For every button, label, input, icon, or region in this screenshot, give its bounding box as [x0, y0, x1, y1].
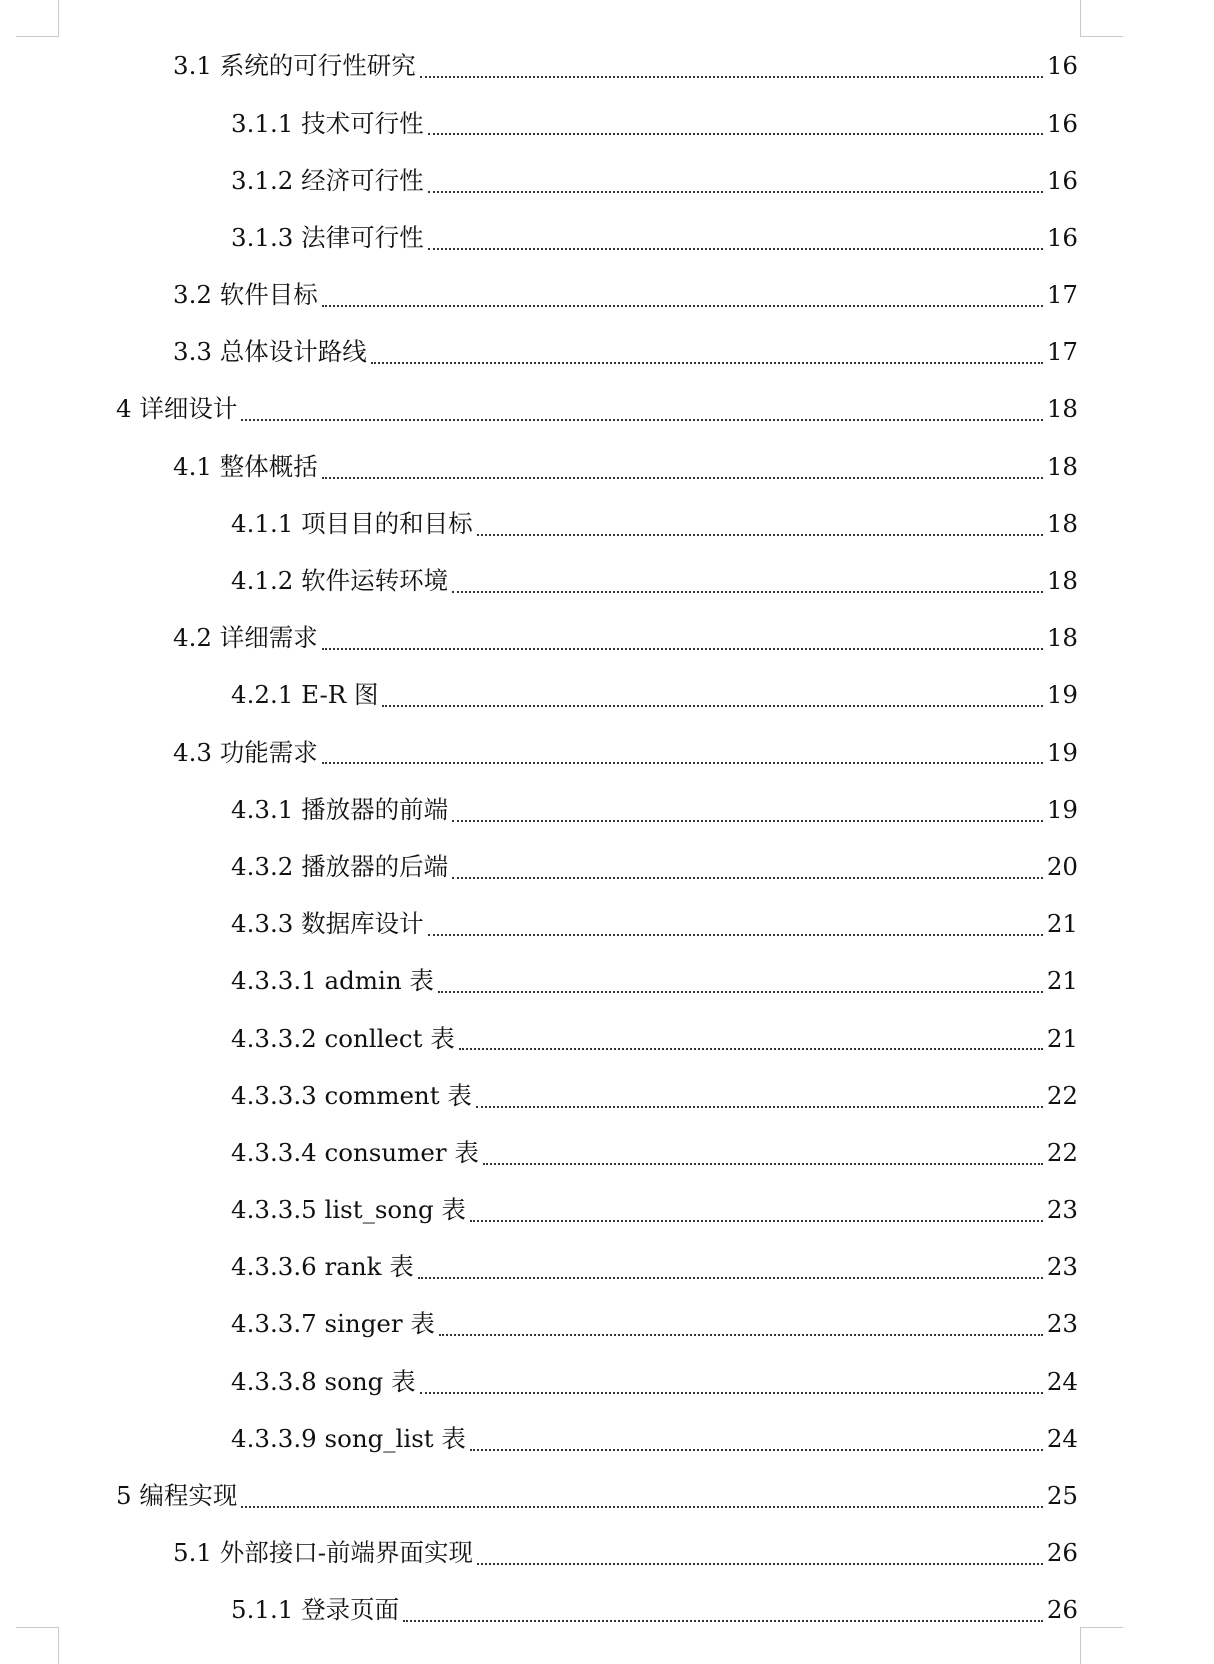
toc-page-number: 23 — [1046, 1252, 1078, 1282]
toc-dot-leader — [452, 877, 1043, 879]
toc-page-number: 17 — [1046, 337, 1078, 367]
toc-page-number: 16 — [1046, 51, 1078, 81]
toc-entry[interactable] — [0, 1582, 1214, 1639]
toc-page-number: 22 — [1046, 1137, 1078, 1167]
toc-page-number: 18 — [1046, 394, 1078, 424]
toc-entry[interactable] — [0, 667, 1214, 724]
toc-page-number: 18 — [1046, 451, 1078, 481]
toc-dot-leader — [322, 477, 1043, 479]
toc-entry[interactable] — [0, 1239, 1214, 1296]
toc-entry[interactable] — [0, 896, 1214, 953]
toc-entry[interactable] — [0, 496, 1214, 553]
toc-dot-leader — [459, 1048, 1043, 1050]
toc-entry[interactable] — [0, 1411, 1214, 1468]
toc-entry-title: 4.3 功能需求 — [173, 737, 318, 767]
toc-dot-leader — [322, 648, 1043, 650]
toc-entry[interactable] — [0, 381, 1214, 438]
toc-dot-leader — [470, 1220, 1043, 1222]
toc-dot-leader — [241, 1506, 1042, 1508]
toc-entry-title: 4.3.3.2 conllect 表 — [231, 1023, 455, 1053]
toc-entry-title: 4.3.3.8 song 表 — [231, 1366, 416, 1396]
toc-dot-leader — [322, 762, 1043, 764]
toc-entry-title: 5 编程实现 — [116, 1481, 238, 1511]
toc-dot-leader — [428, 248, 1043, 250]
toc-entry[interactable] — [0, 152, 1214, 209]
toc-entry[interactable] — [0, 1067, 1214, 1124]
toc-entry-title: 4.3.3.9 song_list 表 — [231, 1423, 466, 1453]
toc-entry-title: 4.3.2 播放器的后端 — [231, 851, 449, 881]
toc-dot-leader — [477, 534, 1043, 536]
toc-page-number: 23 — [1046, 1195, 1078, 1225]
toc-entry[interactable] — [0, 610, 1214, 667]
toc-entry-title: 5.1 外部接口-前端界面实现 — [173, 1538, 474, 1568]
crop-mark-top-right — [1080, 0, 1123, 37]
toc-entry[interactable] — [0, 1182, 1214, 1239]
toc-dot-leader — [452, 591, 1043, 593]
toc-entry[interactable] — [0, 95, 1214, 152]
toc-dot-leader — [403, 1620, 1043, 1622]
toc-entry[interactable] — [0, 267, 1214, 324]
toc-entry-title: 3.1.1 技术可行性 — [231, 108, 424, 138]
toc-entry[interactable] — [0, 438, 1214, 495]
toc-dot-leader — [428, 133, 1043, 135]
toc-page-number: 21 — [1046, 909, 1078, 939]
toc-dot-leader — [418, 1277, 1043, 1279]
toc-entry-title: 3.1 系统的可行性研究 — [173, 51, 416, 81]
toc-page-number: 24 — [1046, 1423, 1078, 1453]
toc-entry-title: 3.1.3 法律可行性 — [231, 222, 424, 252]
toc-page-number: 16 — [1046, 108, 1078, 138]
toc-entry-title: 4.3.3.6 rank 表 — [231, 1252, 414, 1282]
toc-dot-leader — [428, 191, 1043, 193]
toc-entry-title: 4.2.1 E-R 图 — [231, 680, 379, 710]
toc-entry[interactable] — [0, 1468, 1214, 1525]
toc-page-number: 21 — [1046, 1023, 1078, 1053]
toc-entry[interactable] — [0, 210, 1214, 267]
toc-entry-title: 4.3.3.1 admin 表 — [231, 966, 434, 996]
toc-entry-title: 4.3.3.5 list_song 表 — [231, 1195, 466, 1225]
toc-entry-title: 4.2 详细需求 — [173, 623, 318, 653]
toc-entry[interactable] — [0, 724, 1214, 781]
toc-entry-title: 4.3.3 数据库设计 — [231, 909, 424, 939]
toc-entry[interactable] — [0, 1353, 1214, 1410]
toc-page-number: 23 — [1046, 1309, 1078, 1339]
crop-mark-top-left — [16, 0, 59, 37]
toc-entry-title: 4.3.3.4 consumer 表 — [231, 1137, 479, 1167]
toc-entry[interactable] — [0, 1010, 1214, 1067]
toc-dot-leader — [241, 419, 1042, 421]
toc-entry-title: 3.1.2 经济可行性 — [231, 165, 424, 195]
toc-entry-title: 4.3.1 播放器的前端 — [231, 794, 449, 824]
toc-page-number: 22 — [1046, 1080, 1078, 1110]
toc-entry[interactable] — [0, 1525, 1214, 1582]
toc-page-number: 25 — [1046, 1481, 1078, 1511]
toc-dot-leader — [322, 305, 1043, 307]
toc-page-number: 26 — [1046, 1595, 1078, 1625]
toc-entry[interactable] — [0, 839, 1214, 896]
toc-entry[interactable] — [0, 1125, 1214, 1182]
toc-entry-title: 4 详细设计 — [116, 394, 238, 424]
toc-entry[interactable] — [0, 324, 1214, 381]
toc-entry[interactable] — [0, 953, 1214, 1010]
toc-entry-title: 3.2 软件目标 — [173, 280, 318, 310]
toc-entry[interactable] — [0, 38, 1214, 95]
toc-page-number: 17 — [1046, 280, 1078, 310]
toc-page-number: 21 — [1046, 966, 1078, 996]
toc-page-number: 19 — [1046, 680, 1078, 710]
toc-entry-title: 3.3 总体设计路线 — [173, 337, 367, 367]
toc-entry[interactable] — [0, 781, 1214, 838]
toc-page-number: 16 — [1046, 165, 1078, 195]
toc-page-number: 19 — [1046, 794, 1078, 824]
toc-dot-leader — [420, 76, 1043, 78]
toc-dot-leader — [452, 820, 1043, 822]
toc-page-number: 19 — [1046, 737, 1078, 767]
toc-dot-leader — [483, 1163, 1043, 1165]
toc-dot-leader — [420, 1392, 1043, 1394]
toc-page-number: 20 — [1046, 851, 1078, 881]
toc-entry[interactable] — [0, 553, 1214, 610]
toc-dot-leader — [476, 1106, 1043, 1108]
toc-entry-title: 5.1.1 登录页面 — [231, 1595, 400, 1625]
toc-dot-leader — [371, 362, 1043, 364]
toc-entry-title: 4.3.3.7 singer 表 — [231, 1309, 435, 1339]
toc-entry-title: 4.1.2 软件运转环境 — [231, 566, 449, 596]
toc-page-number: 18 — [1046, 623, 1078, 653]
toc-dot-leader — [470, 1449, 1043, 1451]
toc-page-number: 18 — [1046, 566, 1078, 596]
toc-page-number: 26 — [1046, 1538, 1078, 1568]
toc-page-number: 16 — [1046, 222, 1078, 252]
toc-page-number: 18 — [1046, 508, 1078, 538]
toc-entry-title: 4.1 整体概括 — [173, 451, 318, 481]
toc-entry[interactable] — [0, 1296, 1214, 1353]
toc-entry-title: 4.3.3.3 comment 表 — [231, 1080, 472, 1110]
toc-dot-leader — [382, 705, 1042, 707]
toc-page-number: 24 — [1046, 1366, 1078, 1396]
toc-entry-title: 4.1.1 项目目的和目标 — [231, 508, 473, 538]
table-of-contents — [0, 38, 1214, 1639]
toc-dot-leader — [428, 934, 1043, 936]
toc-dot-leader — [438, 991, 1043, 993]
toc-dot-leader — [477, 1563, 1043, 1565]
toc-dot-leader — [439, 1334, 1043, 1336]
